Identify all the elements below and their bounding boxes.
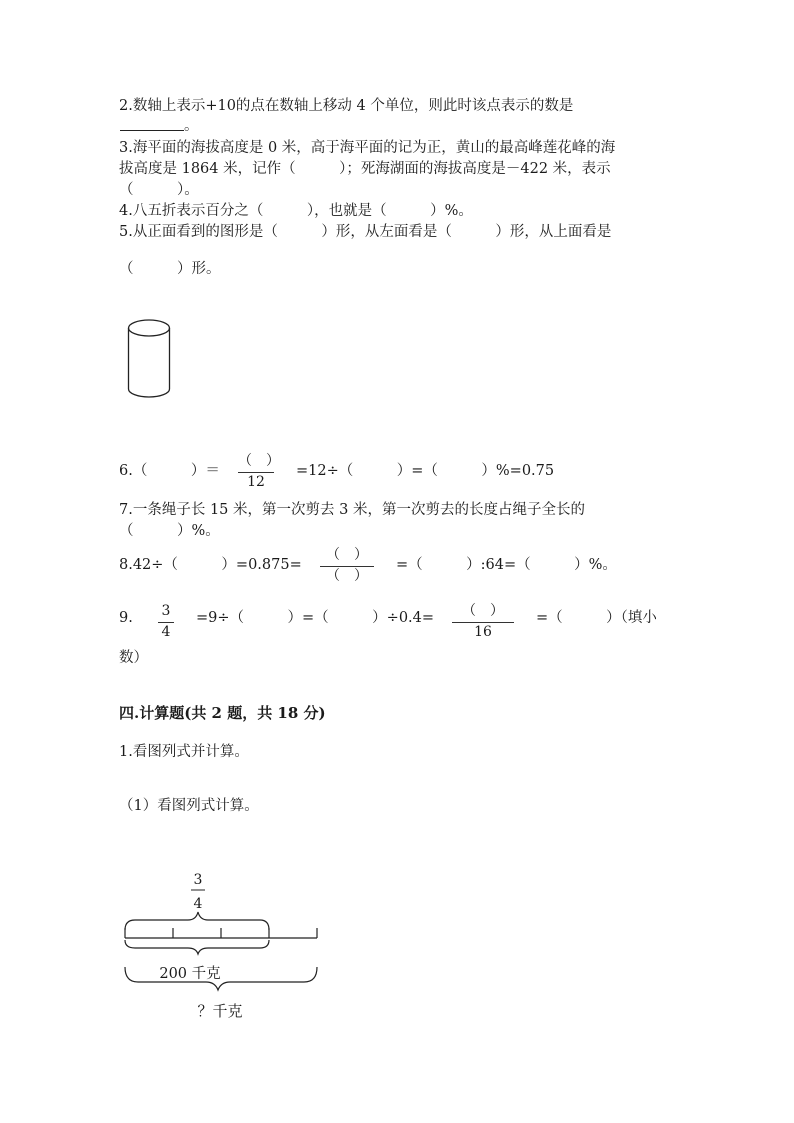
question-6-fraction bbox=[238, 452, 280, 492]
calc-question-1-text: 1.看图列式并计算。 bbox=[119, 744, 249, 760]
question-8-part-2: =（ ）:64=（ ）%。 bbox=[396, 557, 617, 573]
question-9-part-1: =9÷（ ）=（ ）÷0.4= bbox=[196, 610, 435, 626]
question-5-line-2: （ ）形。 bbox=[119, 261, 221, 277]
question-8-part-1: 8.42÷（ ）=0.875= bbox=[119, 557, 302, 573]
question-9-part-2: =（ ）（填小 bbox=[536, 610, 657, 626]
fraction-numerator[interactable]: （ ） bbox=[462, 603, 504, 619]
fraction-denominator[interactable]: （ ） bbox=[326, 568, 368, 584]
question-9-number: 9. bbox=[119, 610, 133, 626]
question-7-line-2: （ ）%。 bbox=[119, 523, 220, 539]
question-6-part-2: =12÷（ ）=（ ）%=0.75 bbox=[296, 463, 555, 479]
section-4-title: 四.计算题(共 2 题，共 18 分) bbox=[119, 704, 326, 722]
diagram-inner-label: 200 千克 bbox=[159, 966, 221, 982]
question-3-line-3: （ ）。 bbox=[119, 182, 199, 198]
question-7-line-1: 7.一条绳子长 15 米，第一次剪去 3 米，第一次剪去的长度占绳子全长的 bbox=[119, 502, 585, 518]
question-2-text: 2.数轴上表示+10的点在数轴上移动 4 个单位，则此时该点表示的数是 bbox=[119, 98, 574, 114]
fraction-numerator[interactable]: （ ） bbox=[326, 547, 368, 563]
question-9-fraction-1 bbox=[158, 602, 174, 642]
question-3-line-1: 3.海平面的海拔高度是 0 米，高于海平面的记为正，黄山的最高峰莲花峰的海 bbox=[119, 140, 616, 156]
fraction-denominator: 4 bbox=[161, 624, 171, 640]
question-6-part-1: 6.（ ）＝ bbox=[119, 463, 220, 479]
fraction-denominator: 16 bbox=[474, 624, 492, 640]
question-4-text: 4.八五折表示百分之（ ），也就是（ ）%。 bbox=[119, 203, 473, 219]
fraction-denominator: 12 bbox=[247, 474, 265, 490]
question-9-line-2: 数） bbox=[119, 650, 148, 666]
question-5-line-1: 5.从正面看到的图形是（ ）形，从左面看是（ ）形，从上面看是 bbox=[119, 224, 612, 240]
cylinder-figure bbox=[124, 316, 176, 402]
calc-question-1-subquestion: （1）看图列式计算。 bbox=[119, 798, 259, 814]
question-3-line-2: 拔高度是 1864 米，记作（ ）；死海湖面的海拔高度是－422 米，表示 bbox=[119, 161, 611, 177]
brace-diagram bbox=[118, 868, 328, 1024]
question-2-answer-blank[interactable] bbox=[120, 130, 184, 131]
top-brace bbox=[125, 912, 269, 930]
inner-bottom-brace bbox=[125, 940, 269, 954]
question-9-fraction-2 bbox=[452, 602, 514, 642]
fraction-numerator: 3 bbox=[161, 603, 171, 619]
outer-bottom-brace bbox=[125, 967, 317, 990]
diagram-outer-label: ？千克 bbox=[197, 1002, 243, 1020]
diagram-fraction-denominator: 4 bbox=[193, 896, 203, 912]
diagram-fraction-numerator: 3 bbox=[193, 872, 203, 888]
question-2-tail: 。 bbox=[184, 118, 199, 134]
fraction-numerator[interactable]: （ ） bbox=[238, 453, 280, 469]
question-8-fraction bbox=[320, 546, 374, 586]
